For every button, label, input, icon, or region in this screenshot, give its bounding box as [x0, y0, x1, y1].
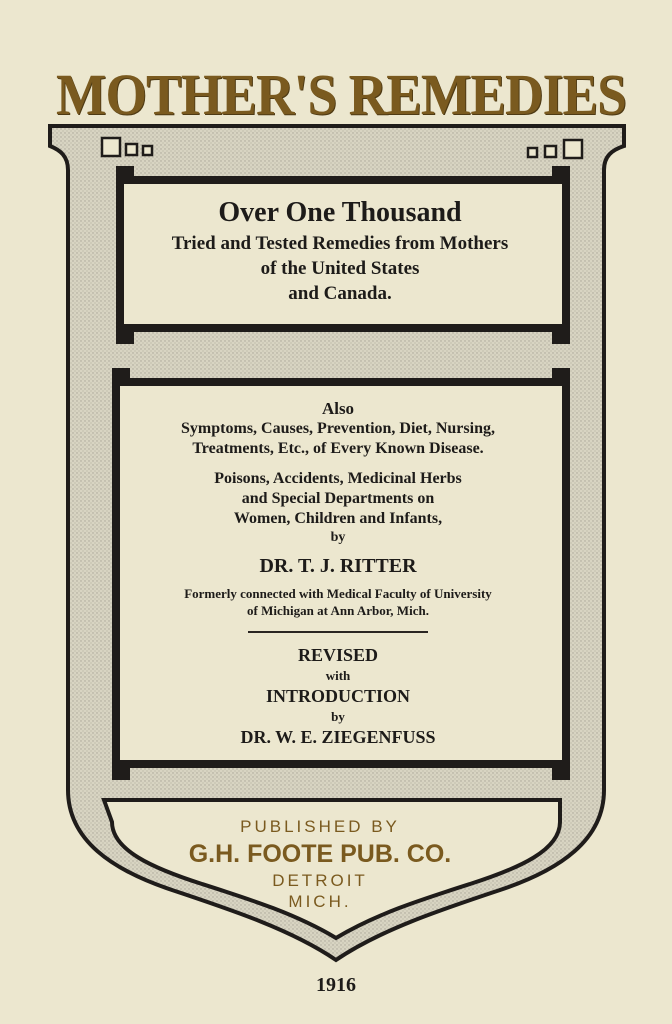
- with-text: with: [325, 668, 351, 683]
- author-name: DR. T. J. RITTER: [259, 555, 417, 577]
- book-title: MOTHER'S REMEDIES: [56, 62, 626, 127]
- affiliation-line-2: of Michigan at Ann Arbor, Mich.: [247, 603, 429, 618]
- publication-year: 1916: [316, 974, 356, 996]
- publisher-city: DETROIT: [272, 871, 368, 890]
- introduction-text: INTRODUCTION: [265, 686, 411, 706]
- contents-line-1: Symptoms, Causes, Prevention, Diet, Nursing,: [181, 420, 495, 437]
- published-by-text: PUBLISHED BY: [240, 817, 400, 836]
- revised-text: REVISED: [297, 645, 379, 665]
- description-block: [128, 398, 548, 749]
- subtitle-line-2: Tried and Tested Remedies from Mothers: [171, 233, 509, 254]
- subtitle-line-1: Over One Thousand: [218, 197, 462, 228]
- contents-line-4: and Special Departments on: [241, 490, 435, 507]
- reviser-name: DR. W. E. ZIEGENFUSS: [240, 727, 436, 747]
- publisher-name: G.H. FOOTE PUB. CO.: [188, 840, 452, 868]
- subtitle-block: [130, 195, 550, 306]
- subtitle-line-4: and Canada.: [288, 283, 392, 304]
- publisher-block: [150, 816, 490, 912]
- by-text-2: by: [331, 709, 345, 724]
- also-text: Also: [321, 399, 355, 418]
- affiliation-line-1: Formerly connected with Medical Faculty of University: [184, 586, 492, 601]
- contents-line-3: Poisons, Accidents, Medicinal Herbs: [214, 470, 462, 487]
- divider-rule: [248, 631, 428, 633]
- by-text-1: by: [330, 530, 346, 545]
- contents-line-5: Women, Children and Infants,: [233, 510, 443, 527]
- publisher-state: MICH.: [288, 892, 352, 911]
- contents-line-2: Treatments, Etc., of Every Known Disease.: [192, 440, 484, 457]
- subtitle-line-3: of the United States: [260, 258, 420, 279]
